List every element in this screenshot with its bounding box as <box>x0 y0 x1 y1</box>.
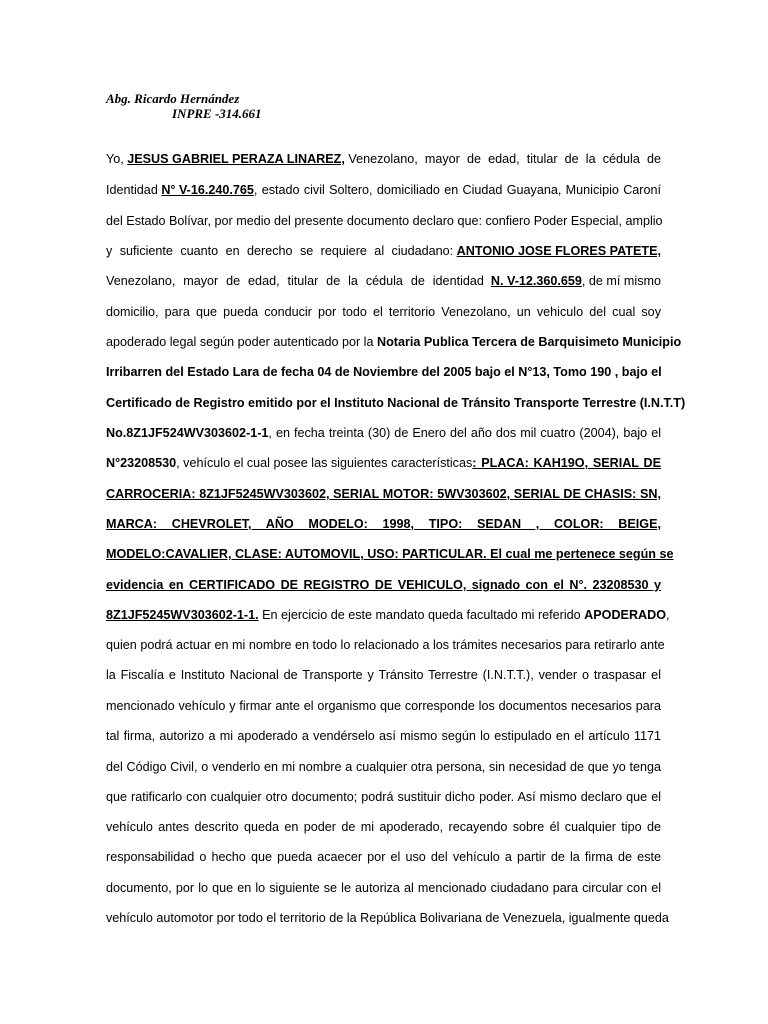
registry-reference: Certificado de Registro emitido por el Instituto Nacional de Tránsito Transporte Terrestre (I.N.T.T) <box>106 396 686 410</box>
text-segment: tal firma, autorizo a mi apoderado a vendérselo así mismo según lo estipulado en el artículo 1171 <box>106 729 661 743</box>
text-segment: vehículo automotor por todo el territorio de la República Bolivariana de Venezuela, igualmente queda <box>106 911 669 925</box>
body-line <box>106 547 674 569</box>
text-segment: que ratificarlo con cualquier otro documento; podrá sustituir dicho poder. Así mismo declaro que el <box>106 790 661 804</box>
text-segment: vehículo antes descrito queda en poder de mi apoderado, recayendo sobre él cualquier tipo de <box>106 820 661 834</box>
text-segment: , en fecha treinta (30) de Enero del año dos mil cuatro (2004), bajo el <box>268 426 661 440</box>
inpre-number: INPRE -314.661 <box>172 106 262 121</box>
vehicle-details: MODELO:CAVALIER, CLASE: AUTOMOVIL, USO: PARTICULAR. El cual me pertenece según se <box>106 547 674 561</box>
text-segment: responsabilidad o hecho que pueda acaecer por el uso del vehículo a partir de la firma de este <box>106 850 661 864</box>
text-segment: del Código Civil, o venderlo en mi nombre a cualquier otra persona, sin necesidad de que yo tenga <box>106 760 661 774</box>
body-line <box>106 183 661 205</box>
apoderado-label: APODERADO <box>584 608 667 622</box>
text-segment: la Fiscalía e Instituto Nacional de Transporte y Tránsito Terrestre (I.N.T.T.), vender o traspasar el <box>106 668 661 682</box>
text-segment: , <box>666 608 670 622</box>
body-line <box>106 214 661 236</box>
text-segment: Yo, <box>106 152 124 166</box>
body-line <box>106 881 661 903</box>
body-line <box>106 487 661 509</box>
text-segment: y suficiente cuanto en derecho se requiere al ciudadano: <box>106 244 454 258</box>
vehicle-plate: : PLACA: KAH19O, SERIAL DE <box>472 456 661 470</box>
body-line <box>106 911 669 933</box>
notary-reference: Irribarren del Estado Lara de fecha 04 de Noviembre del 2005 bajo el N°13, Tomo 190 , bajo el <box>106 365 662 379</box>
certificate-number: 8Z1JF5245WV303602-1-1. <box>106 608 259 622</box>
notary-reference: Notaria Publica Tercera de Barquisimeto Municipio <box>376 335 682 349</box>
body-line <box>106 638 665 660</box>
text-segment: apoderado legal según poder autenticado por la <box>106 335 374 349</box>
attorney-name: ANTONIO JOSE FLORES PATETE, <box>456 244 661 258</box>
body-line <box>106 426 661 448</box>
body-line <box>106 456 661 478</box>
body-line <box>106 668 661 690</box>
vehicle-details: evidencia en CERTIFICADO DE REGISTRO DE VEHICULO, signado con el N°. 23208530 y <box>106 578 661 592</box>
body-line <box>106 850 661 872</box>
body-line <box>106 365 661 387</box>
text-segment: Identidad <box>106 183 158 197</box>
body-line <box>106 760 661 782</box>
text-segment: domicilio, para que pueda conducir por todo el territorio Venezolano, un vehiculo del cual soy <box>106 305 661 319</box>
body-line <box>106 244 661 266</box>
body-line <box>106 305 661 327</box>
text-segment: , de mí mismo <box>581 274 661 288</box>
body-line <box>106 152 661 174</box>
text-segment: , estado civil Soltero, domiciliado en Ciudad Guayana, Municipio Caroní <box>253 183 661 197</box>
body-line <box>106 790 661 812</box>
lawyer-name: Abg. Ricardo Hernández <box>106 91 240 106</box>
text-segment: Venezolano, mayor de edad, titular de la cédula de <box>348 152 661 166</box>
body-line <box>106 608 670 630</box>
text-segment: documento, por lo que en lo siguiente se le autoriza al mencionado ciudadano para circular con el <box>106 881 661 895</box>
body-line <box>106 335 682 357</box>
body-line <box>106 729 661 751</box>
body-line <box>106 578 661 600</box>
text-segment: mencionado vehículo y firmar ante el organismo que corresponde los documentos necesarios para <box>106 699 661 713</box>
vehicle-details: MARCA: CHEVROLET, AÑO MODELO: 1998, TIPO: SEDAN , COLOR: BEIGE, <box>106 517 661 531</box>
body-line <box>106 396 686 418</box>
text-segment: quien podrá actuar en mi nombre en todo lo relacionado a los trámites necesarios para retirarlo ante <box>106 638 665 652</box>
grantor-id: N° V-16.240.765 <box>161 183 254 197</box>
body-line <box>106 820 661 842</box>
vehicle-details: CARROCERIA: 8Z1JF5245WV303602, SERIAL MOTOR: 5WV303602, SERIAL DE CHASIS: SN, <box>106 487 661 501</box>
body-line <box>106 274 661 296</box>
letterhead <box>106 91 262 121</box>
text-segment: En ejercicio de este mandato queda facultado mi referido <box>262 608 581 622</box>
attorney-id: N. V-12.360.659 <box>490 274 582 288</box>
certificate-number: No.8Z1JF524WV303602-1-1 <box>106 426 269 440</box>
registry-number: N°23208530 <box>106 456 177 470</box>
text-segment: , vehículo el cual posee las siguientes características <box>176 456 473 470</box>
text-segment: del Estado Bolívar, por medio del presente documento declaro que: confiero Poder Especial, amplio <box>106 214 663 228</box>
grantor-name: JESUS GABRIEL PERAZA LINAREZ, <box>127 152 345 166</box>
body-line <box>106 517 661 539</box>
text-segment: Venezolano, mayor de edad, titular de la cédula de identidad <box>106 274 484 288</box>
body-line <box>106 699 661 721</box>
